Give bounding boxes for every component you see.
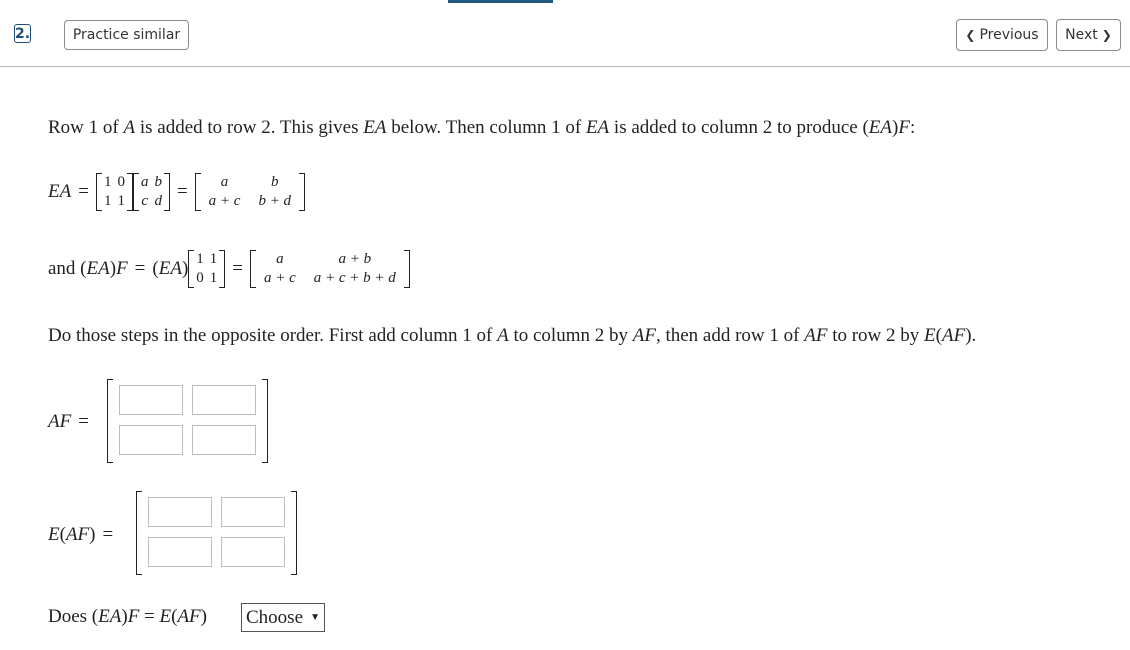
af-matrix-inputs [107,379,268,463]
opposite-order-text: Do those steps in the opposite order. First add column 1 of A to column 2 by AF, then add row 1 of AF to row 2 by E(AF). [48,325,977,346]
eaf2-input-r1c1[interactable] [148,497,212,527]
answer-select-value: Choose [246,606,303,628]
a-matrix: a b c d [133,173,170,211]
e-matrix: 1 0 1 1 [96,173,133,211]
eaf2-label: E(AF) = [48,524,114,545]
question-number-badge: 2. [14,25,31,42]
af-input-r1c1[interactable] [119,385,183,415]
practice-similar-button[interactable] [64,20,189,50]
af-input-r2c2[interactable] [192,425,256,455]
header-divider [0,66,1130,67]
chevron-left-icon: ❮ [965,28,976,42]
top-progress-indicator [448,0,553,3]
previous-button[interactable] [956,19,1048,51]
af-input-r2c1[interactable] [119,425,183,455]
intro-text: Row 1 of A is added to row 2. This gives EA below. Then column 1 of EA is added to column 2 to produce (EA)F: [48,117,916,138]
f-matrix: 1 1 0 1 [188,250,225,288]
eaf2-input-r2c2[interactable] [221,537,285,567]
eaf-result-matrix: a a + b a + c a + c + b + d [250,250,410,288]
eaf2-input-r1c2[interactable] [221,497,285,527]
af-input-r1c2[interactable] [192,385,256,415]
chevron-down-icon: ▼ [310,612,320,623]
ea-result-matrix: a b a + c b + d [195,173,305,211]
ea-equation: EA = 1 0 1 1 a b c d = a b a + c b + d [48,173,305,211]
next-label: Next [1065,27,1098,43]
answer-select[interactable] [241,603,325,632]
next-button[interactable] [1056,19,1121,51]
chevron-right-icon: ❯ [1101,28,1112,42]
final-question: Does (EA)F = E(AF) [48,606,207,627]
af-label: AF = [48,411,89,432]
previous-label: Previous [979,27,1039,43]
practice-similar-label: Practice similar [72,27,181,43]
eaf2-input-r2c1[interactable] [148,537,212,567]
eaf-equation: and ( EA ) F = ( EA ) 1 1 0 1 = a a + b a + c a + c + b + d [48,250,410,288]
eaf2-matrix-inputs [136,491,297,575]
